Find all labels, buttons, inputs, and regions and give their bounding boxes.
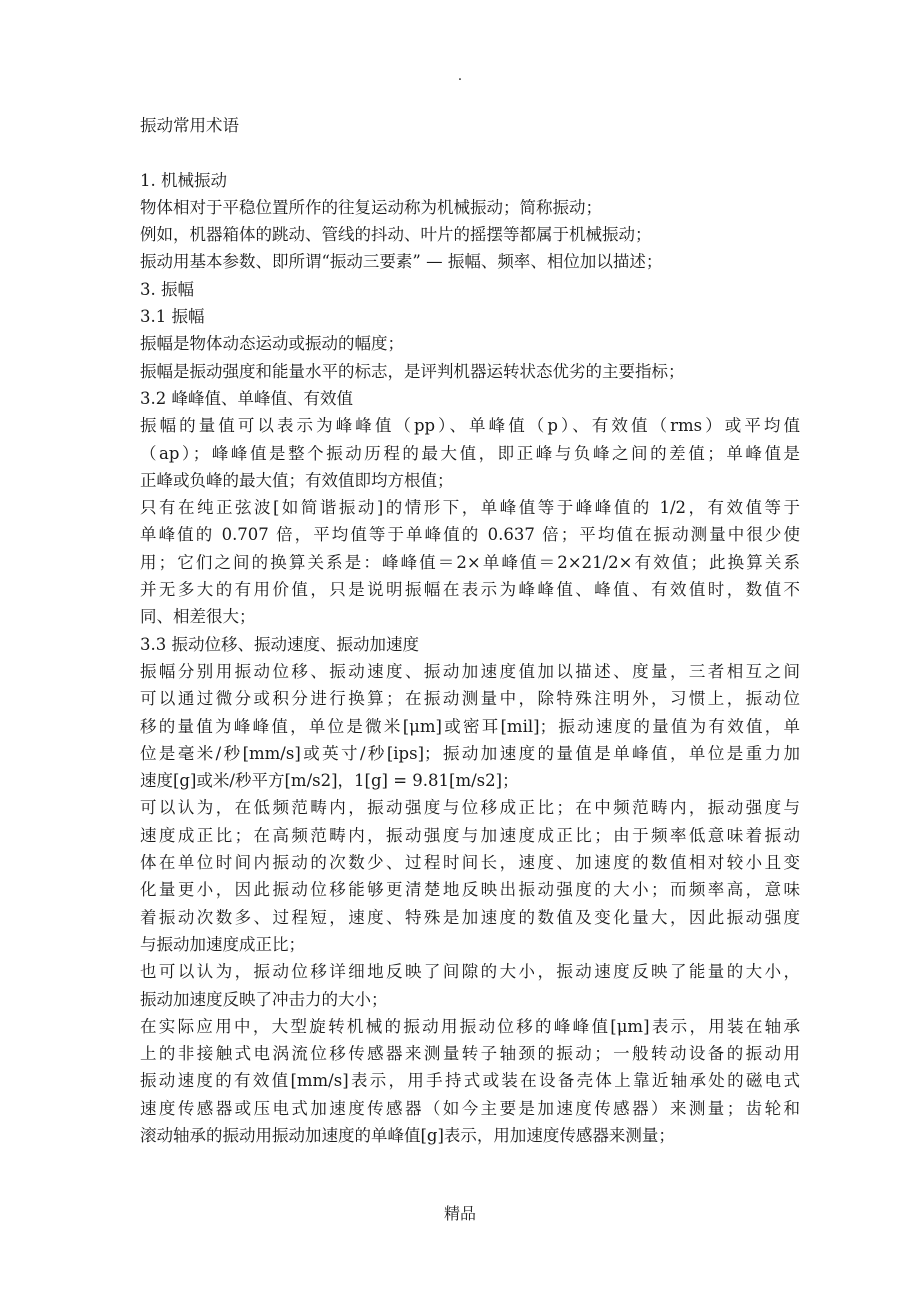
text-line: 与振动加速度成正比； xyxy=(140,934,305,954)
text-line: 只有在纯正弦波[如简谐振动]的情形下，单峰值等于峰峰值的 1/2，有效值等于 xyxy=(140,498,800,518)
text-line: 振动用基本参数、即所谓“振动三要素” — 振幅、频率、相位加以描述； xyxy=(140,252,663,272)
text-line: 速度成正比；在高频范畴内，振动强度与加速度成正比；由于频率低意味着振动 xyxy=(140,825,800,845)
text-line: 振幅是物体动态运动或振动的幅度； xyxy=(140,334,404,354)
text-line: 上的非接触式电涡流位移传感器来测量转子轴颈的振动；一般转动设备的振动用 xyxy=(140,1044,800,1064)
text-line: 可以认为，在低频范畴内，振动强度与位移成正比；在中频范畴内，振动强度与 xyxy=(140,798,800,818)
text-line: 位是毫米/秒[mm/s]或英寸/秒[ips]；振动加速度的量值是单峰值，单位是重力加 xyxy=(140,743,800,763)
paragraph-lines xyxy=(140,167,800,1150)
text-line: 正峰或负峰的最大值；有效值即均方根值； xyxy=(140,470,454,490)
text-line: 速度传感器或压电式加速度传感器（如今主要是加速度传感器）来测量；齿轮和 xyxy=(140,1098,800,1118)
text-line: 可以通过微分或积分进行换算；在振动测量中，除特殊注明外，习惯上，振动位 xyxy=(140,689,800,709)
text-line: 并无多大的有用价值，只是说明振幅在表示为峰峰值、峰值、有效值时，数值不 xyxy=(140,580,800,600)
text-line: 3.1 振幅 xyxy=(140,307,205,327)
text-line: 1. 机械振动 xyxy=(140,170,227,190)
text-line: 3. 振幅 xyxy=(140,279,194,299)
text-line: 物体相对于平稳位置所作的往复运动称为机械振动；简称振动； xyxy=(140,197,602,217)
text-line: 体在单位时间内振动的次数少、过程时间长，速度、加速度的数值相对较小且变 xyxy=(140,853,800,873)
text-line: 振幅的量值可以表示为峰峰值（pp）、单峰值（p）、有效值（rms）或平均值 xyxy=(140,416,800,436)
text-line: 化量更小，因此振动位移能够更清楚地反映出振动强度的大小；而频率高，意味 xyxy=(140,880,800,900)
text-line: 振动速度的有效值[mm/s]表示，用手持式或装在设备壳体上靠近轴承处的磁电式 xyxy=(140,1071,800,1091)
text-line: 在实际应用中，大型旋转机械的振动用振动位移的峰峰值[μm]表示，用装在轴承 xyxy=(140,1016,800,1036)
text-line: 滚动轴承的振动用振动加速度的单峰值[g]表示，用加速度传感器来测量； xyxy=(140,1125,675,1145)
text-line: 同、相差很大； xyxy=(140,607,256,627)
header-mark: . xyxy=(457,68,463,84)
text-line: （ap）；峰峰值是整个振动历程的最大值，即正峰与负峰之间的差值；单峰值是 xyxy=(140,443,800,463)
text-line: 振动加速度反映了冲击力的大小； xyxy=(140,989,388,1009)
text-line: 移的量值为峰峰值，单位是微米[μm]或密耳[mil]；振动速度的量值为有效值，单 xyxy=(140,716,800,736)
document-body xyxy=(140,112,800,1149)
text-line: 例如，机器箱体的跳动、管线的抖动、叶片的摇摆等都属于机械振动； xyxy=(140,225,652,245)
text-line: 单峰值的 0.707 倍，平均值等于单峰值的 0.637 倍；平均值在振动测量中很少使 xyxy=(140,525,800,545)
text-line: 振幅分别用振动位移、振动速度、振动加速度值加以描述、度量，三者相互之间 xyxy=(140,661,800,681)
text-line: 3.2 峰峰值、单峰值、有效值 xyxy=(140,388,353,408)
footer-label: 精品 xyxy=(443,1204,476,1223)
text-line: 着振动次数多、过程短，速度、特殊是加速度的数值及变化量大，因此振动强度 xyxy=(140,907,800,927)
text-line: 用；它们之间的换算关系是：峰峰值＝2×单峰值＝2×21/2×有效值；此换算关系 xyxy=(140,552,800,572)
document-title: 振动常用术语 xyxy=(140,116,239,135)
text-line: 3.3 振动位移、振动速度、振动加速度 xyxy=(140,634,419,654)
blank-line xyxy=(140,139,800,166)
text-line: 振幅是振动强度和能量水平的标志，是评判机器运转状态优劣的主要指标； xyxy=(140,361,685,381)
text-line: 也可以认为，振动位移详细地反映了间隙的大小，振动速度反映了能量的大小， xyxy=(140,962,800,982)
text-line: 速度[g]或米/秒平方[m/s2]，1[g] = 9.81[m/s2]； xyxy=(140,771,519,791)
